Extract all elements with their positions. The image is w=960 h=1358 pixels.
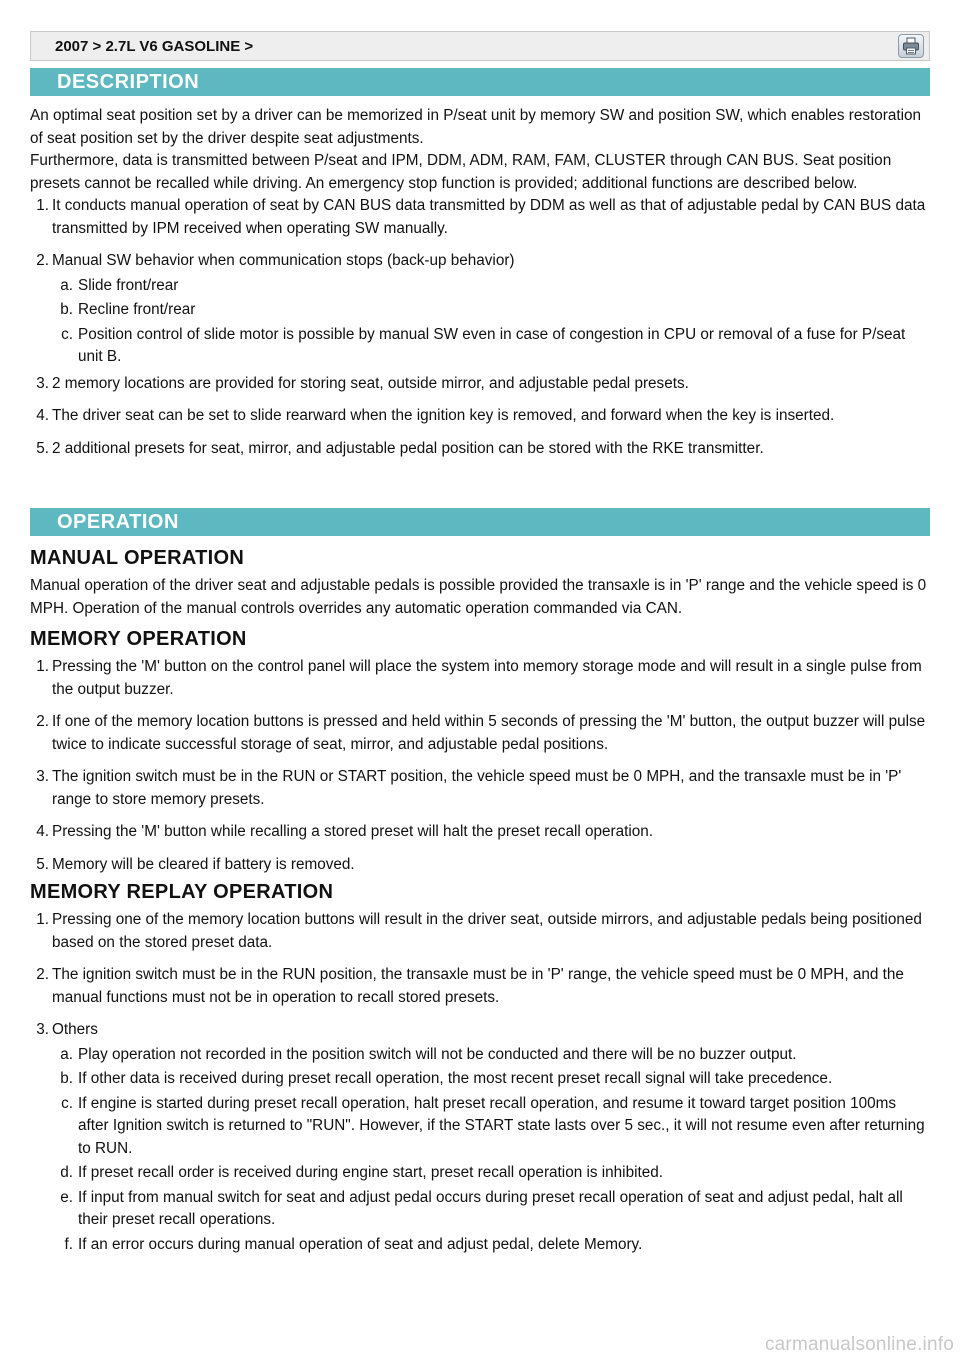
list-item: f. If an error occurs during manual operation of seat and adjust pedal, delete Memory.: [64, 1235, 643, 1253]
memory-operation: [30, 628, 930, 886]
description-list: [30, 195, 930, 460]
breadcrumb[interactable]: 2007 > 2.7L V6 GASOLINE >: [55, 38, 254, 55]
list-item: 2. The ignition switch must be in the RUN position, the transaxle must be in 'P' range, the vehicle speed must be 0 MPH, and the manual functions must not be in operation to recall stored presets.: [36, 966, 904, 1006]
list-item: 4. The driver seat can be set to slide rearward when the ignition key is removed, and forward when the key is inserted.: [36, 407, 835, 424]
watermark: carmanualsonline.info: [764, 1334, 954, 1355]
manual-paragraph: Manual operation of the driver seat and adjustable pedals is possible provided the transaxle is in 'P' range and the vehicle speed is 0 MPH. Operation of the manual controls overrides any automatic operation commanded via CAN.: [30, 577, 927, 617]
description-paragraph: An optimal seat position set by a driver can be memorized in P/seat unit by memory SW and position SW, which enables restoration of seat position set by the driver despite seat adjustments.: [30, 107, 922, 147]
list-item: a. Slide front/rear: [60, 276, 179, 294]
description-body: [30, 105, 930, 470]
memory-list: [30, 656, 930, 876]
manual-operation: [30, 547, 930, 620]
list-item: c. If engine is started during preset recall operation, halt preset recall operation, and resume it toward target position 100ms after Ignition switch is returned to "RUN". However, if the START state lasts over 5 sec., it will not resume even after returning to RUN.: [61, 1094, 925, 1157]
description-paragraph: Furthermore, data is transmitted between P/seat and IPM, DDM, ADM, RAM, FAM, CLUSTER through CAN BUS. Seat position presets cannot be recalled while driving. An emergency stop function is provided; additional functions are described below.: [30, 152, 892, 192]
list-item: b. Recline front/rear: [60, 301, 196, 318]
list-item: 2. If one of the memory location buttons is pressed and held within 5 seconds of pressing the 'M' button, the output buzzer will pulse twice to indicate successful storage of seat, mirror, and adjustable pedal positions.: [36, 713, 926, 753]
list-item: 2. Manual SW behavior when communication stops (back-up behavior) a. Slide front/rear b. Recline front/rear c. Position control of slide motor is possible by manual SW even in case of congestion in CPU or removal of a fuse for P/seat unit B.: [30, 250, 930, 369]
list-item: 5. Memory will be cleared if battery is removed.: [36, 855, 355, 873]
list-item: 3. Others a. Play operation not recorded in the position switch will not be conducted and there will be no buzzer output. b. If other data is received during preset recall operation, the most recent preset recall signal will take precedence. c. If engine is started during preset recall operation, halt preset recall operation, and resume it toward target position 100ms after Ignition switch is returned to "RUN". However, if the START state lasts over 5 sec., it will not resume even after returning to RUN. d. If preset recall order is received during engine start, preset recall operation is inhibited. e. If input from manual switch for seat and adjust pedal occurs during preset recall operation of seat and adjust pedal, halt all their preset recall operations. f. If an error occurs during manual operation of seat and adjust pedal, delete Memory.: [30, 1019, 930, 1256]
subsection-heading: MEMORY OPERATION: [30, 628, 247, 650]
sublist: [52, 1044, 930, 1257]
list-item: e. If input from manual switch for seat and adjust pedal occurs during preset recall operation of seat and adjust pedal, halt all their preset recall operations.: [60, 1188, 903, 1228]
list-item: 3. 2 memory locations are provided for storing seat, outside mirror, and adjustable pedal presets.: [36, 374, 689, 392]
list-item: d. If preset recall order is received during engine start, preset recall operation is inhibited.: [60, 1164, 663, 1181]
section-title: OPERATION: [57, 511, 179, 533]
subsection-heading: MEMORY REPLAY OPERATION: [30, 881, 334, 903]
list-item: 3. The ignition switch must be in the RUN or START position, the vehicle speed must be 0 MPH, and the transaxle must be in 'P' range to store memory presets.: [36, 768, 902, 808]
list-item: b. If other data is received during preset recall operation, the most recent preset recall signal will take precedence.: [60, 1070, 833, 1087]
replay-list: [30, 909, 930, 1256]
print-button[interactable]: [898, 34, 924, 58]
memory-replay-operation: [30, 881, 930, 1260]
section-header-description: [30, 68, 930, 96]
sublist: [52, 275, 930, 369]
printer-icon: [902, 37, 920, 55]
list-item: 1. Pressing the 'M' button on the control panel will place the system into memory storage mode and will result in a single pulse from the output buzzer.: [36, 658, 922, 698]
subsection-heading: MANUAL OPERATION: [30, 547, 245, 569]
list-item: 5. 2 additional presets for seat, mirror, and adjustable pedal position can be stored with the RKE transmitter.: [36, 439, 764, 457]
list-item: c. Position control of slide motor is possible by manual SW even in case of congestion in CPU or removal of a fuse for P/seat unit B.: [61, 325, 906, 365]
list-item: a. Play operation not recorded in the position switch will not be conducted and there will be no buzzer output.: [60, 1045, 797, 1063]
breadcrumb-bar: [30, 31, 930, 61]
list-item: 1. Pressing one of the memory location buttons will result in the driver seat, outside mirrors, and adjustable pedals being positioned based on the stored preset data.: [36, 911, 922, 951]
list-item: 4. Pressing the 'M' button while recalling a stored preset will halt the preset recall operation.: [36, 823, 654, 840]
section-title: DESCRIPTION: [57, 71, 200, 93]
list-item: 1. It conducts manual operation of seat by CAN BUS data transmitted by DDM as well as that of adjustable pedal by CAN BUS data transmitted by IPM received when operating SW manually.: [36, 197, 926, 237]
section-header-operation: [30, 508, 930, 536]
